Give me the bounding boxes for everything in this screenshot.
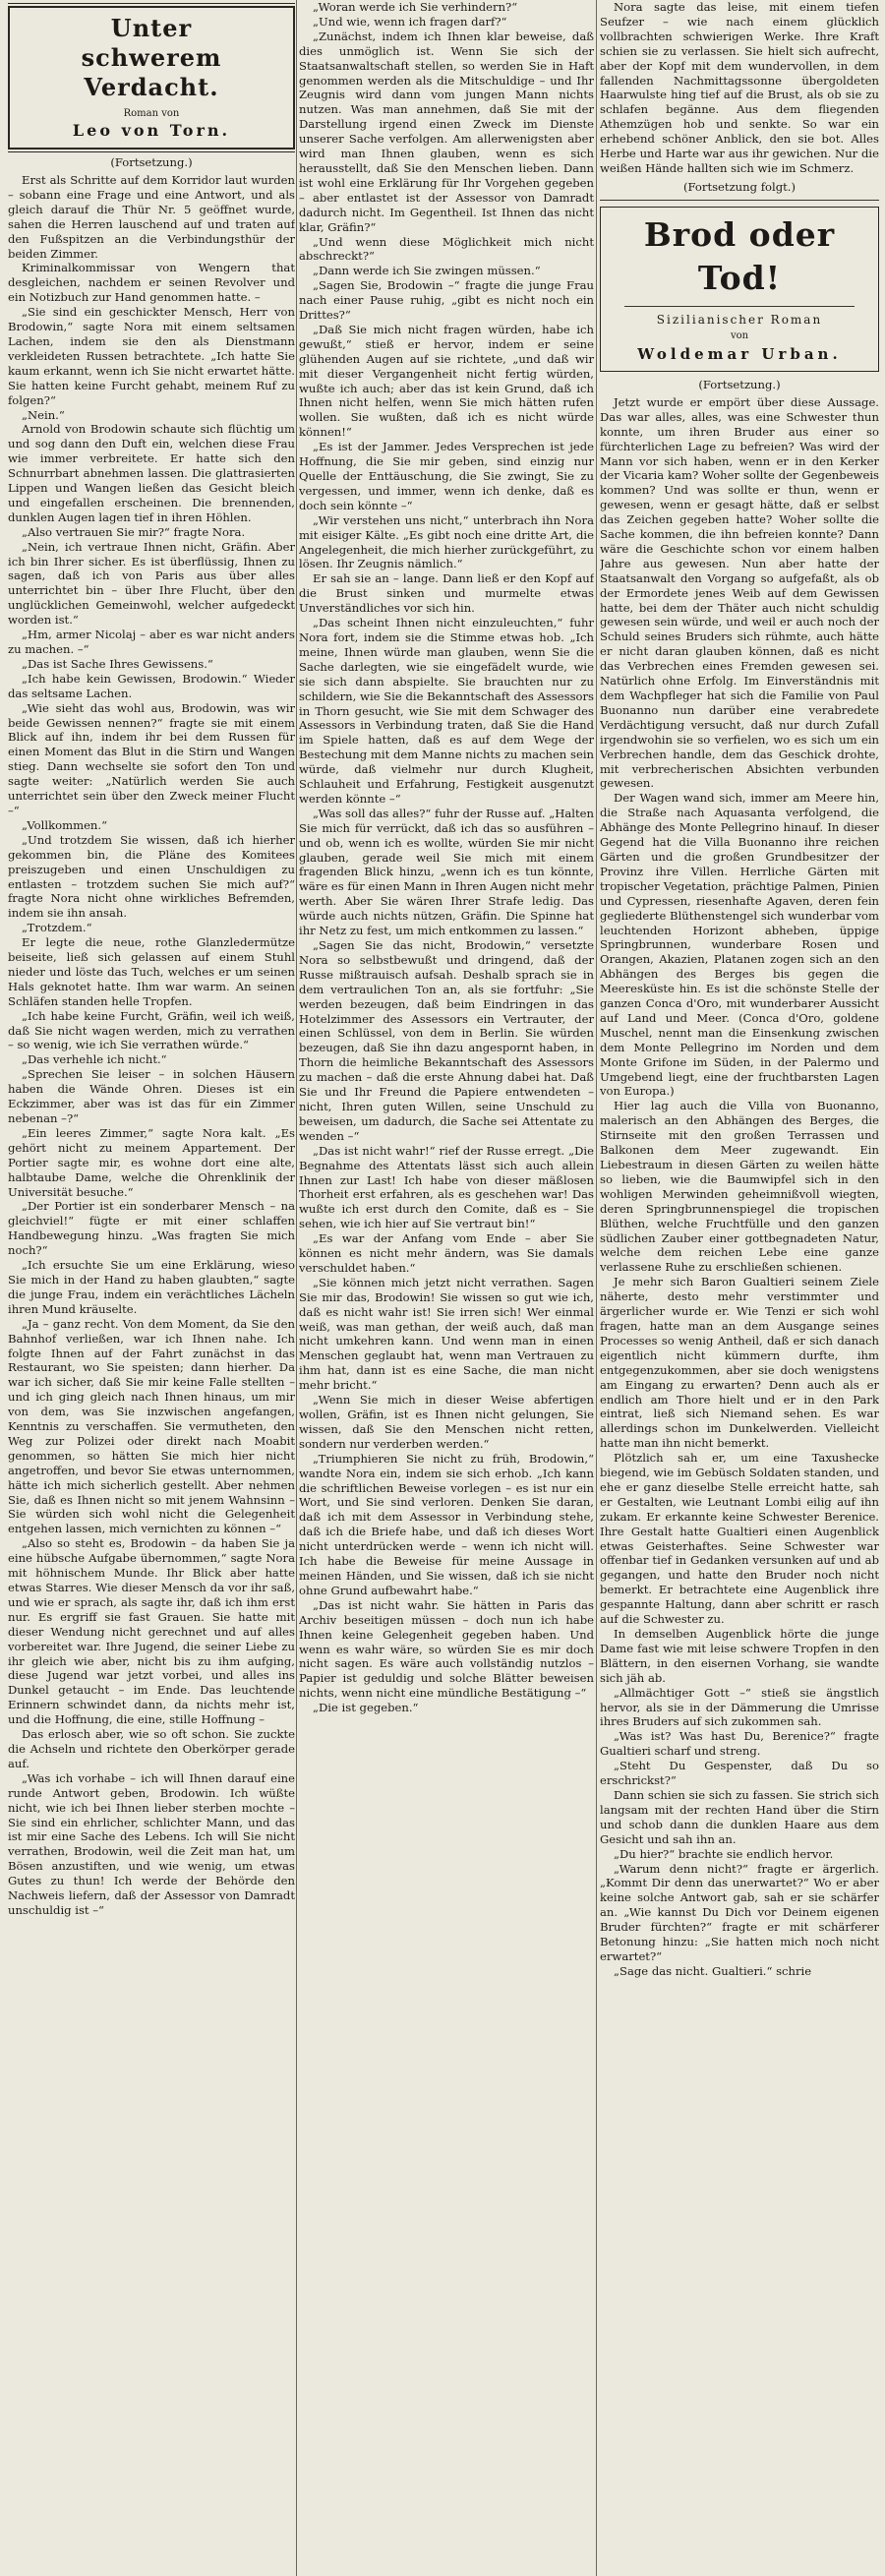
paragraph: „Was ich vorhabe – ich will Ihnen darauf eine runde Antwort geben, Brodowin. Ich wüßte nicht, wie ich bei Ihnen lieber sterben mochte – Sie sind ein ehrlicher, schlichter Mann, und das ist mir eine Sache des Lebens. Ich will Sie nicht verrathen, Brodowin, weil die Zeit man hat, um Bösen anzustiften, und wie wenig, um etwas Gutes zu thun! Ich werde der Behörde den Nachweis liefern, daß der Assessor von Damradt unschuldig ist –“ xyxy=(8,1770,295,1917)
paragraph: „Du hier?“ brachte sie endlich hervor. xyxy=(614,1846,834,1861)
paragraph: Jetzt wurde er empört über diese Aussage. Das war alles, alles, was eine Schwester thun konnte, um ihren Bruder aus einer so fürchterlichen Lage zu befreien? Was wird der Mann vor sich haben, wenn er in den Kerker der Vicaria kam? Woher sollte der Gegenbeweis kommen? Und was sollte er thun, wenn er gewesen, wenn er gesagt hätte, daß er selbst das Zeichen gegeben hatte? Woher sollte die Sache kommen, die ihn befreien konnte? Dann wäre die Geschichte schon vor einem halben Jahre aus gewesen. Nun aber hatte der Staatsanwalt den Vorgang so aufgefaßt, als ob der Ermordete jenes Weib auf dem Gewissen hatte, bei dem der Thäter auch nicht schuldig gewesen sein würde, und weil er auch noch der Schuld seines Bruders sich rühmte, auch hätte er nicht daran glauben können, daß es nicht das Verbrechen eines Fremden gewesen sei. Natürlich ohne Erfolg. Im Einverständnis mit dem Wachpfleger hat sich die Familie von Paul Buonanno nun darüber eine verabredete Verdächtigung versucht, daß nur durch Zufall irgendwohin sie so verfielen, wo es sich um ein Verbrechen handle, dem das Geschick drohte, mit verbrecherischen Absichten verbunden gewesen. xyxy=(600,394,879,791)
paragraph: „Was ist? Was hast Du, Berenice?“ fragte Gualtieri scharf und streng. xyxy=(600,1729,879,1759)
paragraph: „Es ist der Jammer. Jedes Versprechen ist jede Hoffnung, die Sie mir geben, sind einzig nur Quelle der Enttäuschung, die Sie zwingt, Sie zu vergessen, und immer, wenn ich denke, daß es doch sein könnte –“ xyxy=(299,440,594,512)
paragraph: „Daß Sie mich nicht fragen würden, habe ich gewußt,“ stieß er hervor, indem er seine glühenden Augen auf sie richtete, „und daß wir mit dieser Vergangenheit nicht fertig würden, wußte ich auch; aber das ist kein Grund, daß ich Ihnen nicht helfen, wenn Sie mich hätten rufen wollen. Sie wußten, daß ich es nicht würde können!“ xyxy=(299,322,594,440)
paragraph: „Und wie, wenn ich fragen darf?“ xyxy=(313,14,507,29)
story2-subtitle: Sizilianischer Roman xyxy=(656,312,823,327)
title-rule xyxy=(624,306,855,307)
story1-col2-text xyxy=(299,0,594,1715)
paragraph: „Und wenn diese Möglichkeit mich nicht abschreckt?“ xyxy=(299,234,594,264)
paragraph: Dann schien sie sich zu fassen. Sie strich sich langsam mit der rechten Hand über die Stirn und schob dann die dunklen Haare aus dem Gesicht und sah ihn an. xyxy=(600,1787,879,1846)
story1-author: Leo von Torn. xyxy=(72,121,231,140)
story2-von: von xyxy=(730,329,749,341)
paragraph: „Nein.“ xyxy=(22,407,65,422)
paragraph: „Vollkommen.“ xyxy=(22,817,108,832)
paragraph: „Zunächst, indem ich Ihnen klar beweise, daß dies unmöglich ist. Wenn Sie sich der Staatsanwaltschaft stellen, so werden Sie in Haft genommen werden als die Mitschuldige – und Ihr Zeugnis wird dann vom jungen Mann nichts nutzen. Was man annehmen, daß Sie mit der Darstellung irgend einen Zweck im Dienste unserer Sache verfolgen. Am allerwenigsten aber wird man Ihnen glauben, wenn es sich herausstellt, daß Sie den Menschen lieben. Dann ist wohl eine Erklärung für Ihr Vorgehen gegeben – aber entlastet ist der Assessor von Damradt dadurch nicht. Im Gegentheil. Ist Ihnen das nicht klar, Gräfin?“ xyxy=(299,29,594,234)
paragraph: Erst als Schritte auf dem Korridor laut wurden – sobann eine Frage und eine Antwort, und als gleich darauf die Thür Nr. 5 geöffnet wurde, sahen die Herren lauschend auf und traten auf den Fußspitzen an die Verbindungsthür der beiden Zimmer. xyxy=(8,173,295,261)
paragraph: „Das ist nicht wahr. Sie hätten in Paris das Archiv beseitigen müssen – doch nun ich habe Ihnen keine Gelegenheit gegeben haben. Und wenn es wahr wäre, so würden Sie es mir doch nicht sagen. Es wäre auch vollständig nutzlos – Papier ist geduldig und solche Blätter beweisen nichts, wenn nicht eine mündliche Bestätigung –“ xyxy=(299,1597,594,1701)
paragraph: „Die ist gegeben.“ xyxy=(313,1701,419,1715)
paragraph: „Und trotzdem Sie wissen, daß ich hierher gekommen bin, die Pläne des Komitees preiszugeben und einen Unschuldigen zu entlasten – trotzdem suchen Sie mich auf?“ fragte Nora nicht ohne wirkliches Befremden, indem sie ihn ansah. xyxy=(8,832,295,921)
paragraph: „Sie sind ein geschickter Mensch, Herr von Brodowin,“ sagte Nora mit einem seltsamen Lachen, indem sie den als Dienstmann verkleideten Russen betrachtete. „Ich hatte Sie kaum erkannt, wenn ich Sie nicht erwartet hätte. Sie hatten keine Furcht gehabt, meinem Ruf zu folgen?“ xyxy=(8,305,295,407)
paragraph: „Ich habe keine Furcht, Gräfin, weil ich weiß, daß Sie nicht wagen werden, mich zu verrathen – so wenig, wie ich Sie verrathen würde.“ xyxy=(8,1008,295,1052)
paragraph: „Allmächtiger Gott –“ stieß sie ängstlich hervor, als sie in der Dämmerung die Umrisse ihres Bruders auf sich zukommen sah. xyxy=(600,1685,879,1729)
paragraph: Arnold von Brodowin schaute sich flüchtig um und sog dann den Duft ein, welchen diese Frau wie immer verbreitete. Er hatte sich den Schnurrbart abnehmen lassen. Die glattrasierten Lippen und Wangen ließen das Gesicht bleich und eingefallen erscheinen. Die brennenden, dunklen Augen lagen tief in ihren Höhlen. xyxy=(8,422,295,524)
column-3 xyxy=(600,0,879,2576)
paragraph: Er sah sie an – lange. Dann ließ er den Kopf auf die Brust sinken und murmelte etwas Unverständliches vor sich hin. xyxy=(299,571,594,616)
paragraph: Der Wagen wand sich, immer am Meere hin, die Straße nach Aquasanta verfolgend, die Abhänge des Monte Pellegrino hinauf. In dieser Gegend hat die Villa Buonanno ihre reichen Gärten und die großen Grundbesitzer der Provinz ihre Villen. Herrliche Gärten mit tropischer Vegetation, prächtige Palmen, Pinien und Cypressen, riesenhafte Agaven, deren fein gegliederte Blüthenstengel sich wunderbar vom leuchtenden Horizont abheben, üppige Springbrunnen, wunderbare Rosen und Orangen, Akazien, Platanen zogen sich an den Abhängen des Berges bis gegen die Meeresküste hin. Es ist die schönste Stelle der ganzen Conca d'Oro, mit wunderbarer Aussicht auf Land und Meer. (Conca d'Oro, goldene Muschel, nennt man die Einsenkung zwischen dem Monte Pellegrino im Norden und dem Monte Grifone im Süden, in der Palermo und Umgebend liegt, eine der fruchtbarsten Lagen von Europa.) xyxy=(600,791,879,1099)
story2-author: Woldemar Urban. xyxy=(637,344,842,363)
paragraph: „Sage das nicht. Gualtieri.“ schrie xyxy=(614,1963,812,1978)
story1-col1-text xyxy=(8,173,295,1918)
paragraph: „Also vertrauen Sie mir?“ fragte Nora. xyxy=(22,524,246,539)
paragraph: „Das verhehle ich nicht.“ xyxy=(22,1052,167,1067)
paragraph: „Das ist nicht wahr!“ rief der Russe erregt. „Die Begnahme des Attentats lässt sich auch allein Ihnen zur Last! Ich habe von dieser mäßlosen Thorheit erst erfahren, als es geschehen war! Das wußte ich erst durch den Comite, daß es – Sie sehen, wie ich hier auf Sie vertraut bin!“ xyxy=(299,1143,594,1231)
paragraph: „Ich habe kein Gewissen, Brodowin.“ Wieder das seltsame Lachen. xyxy=(8,671,295,700)
paragraph: „Was soll das alles?“ fuhr der Russe auf. „Halten Sie mich für verrückt, daß ich das so ausführen – und ob, wenn ich es wollte, würden Sie mir nicht glauben, gerade weil Sie mich mit einem fragenden Blick hinzu, „wenn ich es tun könnte, wäre es für einen Mann in Ihren Augen nicht mehr werth. Aber Sie wären Ihrer Strafe ledig. Das würde auch nichts nützen, Gräfin. Die Spinne hat ihr Netz zu fest, um mich entkommen zu lassen.“ xyxy=(299,806,594,938)
paragraph: „Dann werde ich Sie zwingen müssen.“ xyxy=(313,264,541,278)
paragraph: „Triumphieren Sie nicht zu früh, Brodowin,“ wandte Nora ein, indem sie sich erhob. „Ich kann die schriftlichen Beweise vorlegen – es ist nur ein Wort, und Sie sind verloren. Denken Sie daran, daß ich mit dem Assessor in Verbindung stehe, daß ich die Briefe habe, und daß ich dieses Wort nicht unterdrücken werde – wenn ich nicht will. Ich habe die Beweise für meine Aussage in meinen Händen, und Sie wissen, daß ich sie nicht ohne Grund aufbewahrt habe.“ xyxy=(299,1451,594,1597)
paragraph: „Der Portier ist ein sonderbarer Mensch – na gleichviel!“ fügte er mit einer schlaffen Handbewegung hinzu. „Was fragten Sie mich noch?“ xyxy=(8,1199,295,1258)
paragraph: „Ein leeres Zimmer,“ sagte Nora kalt. „Es gehört nicht zu meinem Appartement. Der Portier sagte mir, es wohne dort eine alte, halbtaube Dame, welche die Ohrenklinik der Universität besuche.“ xyxy=(8,1125,295,1199)
column-divider xyxy=(596,0,597,2576)
column-divider xyxy=(296,0,297,2576)
story1-to-be-continued: (Fortsetzung folgt.) xyxy=(682,179,796,194)
column-1 xyxy=(8,0,295,2576)
paragraph: „Woran werde ich Sie verhindern?“ xyxy=(313,0,518,14)
paragraph: „Steht Du Gespenster, daß Du so erschrickst?“ xyxy=(600,1759,879,1788)
section-rule xyxy=(600,200,879,201)
paragraph: „Wir verstehen uns nicht,“ unterbrach ihn Nora mit eisiger Kälte. „Es gibt noch eine dritte Art, die Angelegenheit, die mich hierher zurückgeführt, zu lösen. Ihr Zeugnis nämlich.“ xyxy=(299,512,594,571)
paragraph: Je mehr sich Baron Gualtieri seinem Ziele näherte, desto mehr verstimmter und ärgerlicher wurde er. Wie Tenzi er sich wohl fragen, hatte man an dem Ausgange seines Processes so wenig Antheil, daß er sich danach eigentlich nicht kümmern durfte, ihm entgegenzukommen, aber sie doch wenigstens am Eingang zu erwarten? Denn auch als er endlich am Thore hielt und er in den Park eintrat, ließ sich Niemand sehen. Es war allerdings schon im Dunkelwerden. Vielleicht hatte man ihn nicht bemerkt. xyxy=(600,1275,879,1451)
paragraph: Hier lag auch die Villa von Buonanno, malerisch an den Abhängen des Berges, die Stirnseite mit den großen Terrassen und Balkonen dem Meer zugewandt. Ein Liebestraum in diesen Gärten zu weilen hätte so lieben, wie die Baumwipfel sich in den wohligen Merwinden geheimnißvoll wiegten, deren Springbrunnenspiegel die tropischen Blüthen, welche Fruchtfülle und den ganzen südlichen Zauber einer gottbegnadeten Natur, welche dem reichen Lebe eine ganze verlassene Ruhe zu erschließen schienen. xyxy=(600,1099,879,1275)
story1-title-line1: Unter xyxy=(110,14,193,42)
story1-subtitle: Roman von xyxy=(123,108,180,119)
story1-col3-text xyxy=(600,0,879,176)
paragraph: „Sagen Sie, Brodowin –“ fragte die junge Frau nach einer Pause ruhig, „gibt es nicht noch ein Drittes?“ xyxy=(299,278,594,323)
paragraph: „Warum denn nicht?“ fragte er ärgerlich. „Kommt Dir denn das unerwartet?“ Wo er aber keine solche Antwort gab, sah er sie schärfer an. „Wie kannst Du Dich vor Deinem eigenen Bruder fürchten?“ fragte er mit schärferer Betonung hinzu: „Sie hatten mich noch nicht erwartet?“ xyxy=(600,1861,879,1963)
paragraph: Kriminalkommissar von Wengern that desgleichen, nachdem er seinen Revolver und ein Notizbuch zur Hand genommen hatte. – xyxy=(8,261,295,305)
paragraph: „Also so steht es, Brodowin – da haben Sie ja eine hübsche Aufgabe übernommen,“ sagte Nora mit höhnischem Munde. Ihr Blick aber hatte etwas Starres. Wie dieser Mensch da vor ihr saß, und wie er sprach, als sagte ihr, daß ich ihm erst nur. Es ergriff sie fast Grauen. Sie hatte mit dieser Wendung nicht gerechnet und auf alles vorbereitet war. Ihre Jugend, die seiner Liebe zu ihr gleich wie aber, nicht bis zu ihm aufging, diese Jugend war jetzt vorbei, und alles ins Dunkel getaucht – im Ende. Das leuchtende Erinnern schwindet dann, da nichts mehr ist, und die Hoffnung, die eine, stille Hoffnung – xyxy=(8,1536,295,1727)
paragraph: „Sagen Sie das nicht, Brodowin,“ versetzte Nora so selbstbewußt und dringend, daß der Russe mißtrauisch aufsah. Deshalb sprach sie in dem vertraulichen Ton an, als sie fortfuhr: „Sie werden bezeugen, daß beim Eindringen in das Hotelzimmer des Assessors ein Vertrauter, der einen Schlüssel, von dem in Berlin. Sie würden bezeugen, daß Sie ihn dazu angespornt haben, in Thorn die heimliche Bekanntschaft des Assessors zu machen – daß die erste Ahnung dabei hat. Daß Sie und Ihr Freund die Papiere entwendeten – nicht, Ihren guten Willen, seine Unschuld zu beweisen, um dadurch, die Sache sei Attentate zu wenden –“ xyxy=(299,938,594,1143)
paragraph: „Sie können mich jetzt nicht verrathen. Sagen Sie mir das, Brodowin! Sie wissen so gut wie ich, daß es nicht wahr ist! Sie irren sich! Wer einmal weiß, was man gethan, der weiß auch, daß man nicht umkehren kann. Und wenn man in einen Menschen geglaubt hat, wenn man Vertrauen zu ihm hat, dann ist es eine Sache, die man nicht mehr bricht.“ xyxy=(299,1275,594,1393)
paragraph: Nora sagte das leise, mit einem tiefen Seufzer – wie nach einem glücklich vollbrachten schwierigen Werke. Ihre Kraft schien sie zu verlassen. Sie hielt sich aufrecht, aber der Kopf mit dem wundervollen, in dem fallenden Nachmittagssonne übergoldeten Haarwulste hing tief auf die Brust, als ob sie zu schlafen begänne. Aus dem fliegenden Athemzügen hob und senkte. So war ein erhebend schöner Anblick, den sie bot. Alles Herbe und Harte war aus ihr gewichen. Nur die weißen Hände hallten sich wie im Schmerz. xyxy=(600,0,879,175)
story2-text xyxy=(600,395,879,1979)
paragraph: „Wenn Sie mich in dieser Weise abfertigen wollen, Gräfin, ist es Ihnen nicht gelungen, Sie wissen, daß Sie den Menschen nicht retten, sondern nur verderben werden.“ xyxy=(299,1393,594,1451)
story1-continuation: (Fortsetzung.) xyxy=(110,155,193,169)
column-2 xyxy=(299,0,594,2576)
paragraph: Plötzlich sah er, um eine Taxushecke biegend, wie im Gebüsch Soldaten standen, und ehe er ganz dieselbe Stelle erreicht hatte, sah er Gestalten, wie Leutnant Lombi eilig auf ihn zukam. Er erkannte keine Schwester Berenice. Ihre Gestalt hatte Gualtieri einen Augenblick etwas Geisterhaftes. Seine Schwester war offenbar tief in Gedanken versunken auf und ab gegangen, und hatte den Bruder noch nicht bemerkt. Er betrachtete eine Augenblick ihre gespannte Haltung, dann aber schritt er rasch auf die Schwester zu. xyxy=(600,1451,879,1627)
paragraph: „Das scheint Ihnen nicht einzuleuchten,“ fuhr Nora fort, indem sie die Stimme etwas hob. „Ich meine, Ihnen würde man glauben, wenn Sie die Sache darlegten, wie sie eingefädelt wurde, wie sie sich dann abspielte. Sie brauchten nur zu schildern, wie Sie die Bekanntschaft des Assessors in Thorn gesucht, wie Sie mit dem Schwager des Assessors in Verbindung traten, daß Sie die Hand im Spiele hatten, daß es auf dem Wege der Bestechung mit dem Manne nichts zu machen sein würde, daß vielmehr nur durch Klugheit, Schlauheit und Erfahrung, Festigkeit ausgenutzt werden könnte –“ xyxy=(299,616,594,806)
paragraph: „Das ist Sache Ihres Gewissens.“ xyxy=(22,656,213,671)
story2-title: Brod oder Tod! xyxy=(643,214,836,297)
paragraph: „Nein, ich vertraue Ihnen nicht, Gräfin. Aber ich bin Ihrer sicher. Es ist überflüssig, Ihnen zu sagen, daß ich von Paris aus über alles unterrichtet bin – über Ihre Flucht, über den unglücklichen Gemeinwohl, welcher aufgedeckt worden ist.“ xyxy=(8,539,295,628)
paragraph: Er legte die neue, rothe Glanzledermütze beiseite, ließ sich gelassen auf einem Stuhl nieder und löste das Tuch, welches er um seinen Hals geknotet hatte. Ihm war warm. An seinen Schläfen standen helle Tropfen. xyxy=(8,935,295,1008)
paragraph: „Es war der Anfang vom Ende – aber Sie können es nicht mehr ändern, was Sie damals verschuldet haben.“ xyxy=(299,1231,594,1275)
paragraph: „Hm, armer Nicolaj – aber es war nicht anders zu machen. –“ xyxy=(8,628,295,656)
paragraph: „Sprechen Sie leiser – in solchen Häusern haben die Wände Ohren. Dieses ist ein Eckzimmer, aber was ist das für ein Zimmer nebenan –?“ xyxy=(8,1067,295,1125)
paragraph: In demselben Augenblick hörte die junge Dame fast wie mit leise schwere Tropfen in den Blättern, in den eisernen Vorhang, sie wandte sich jäh ab. xyxy=(600,1627,879,1685)
story1-header xyxy=(8,6,295,150)
paragraph: „Wie sieht das wohl aus, Brodowin, was wir beide Gewissen nennen?“ fragte sie mit einem Blick auf ihn, indem ihr bei dem Russen für einen Moment das Blut in die Stirn und Wangen stieg. Dann wechselte sie sofort den Ton und sagte weiter: „Natürlich werden Sie auch unterrichtet sein über den Zweck meiner Flucht –“ xyxy=(8,700,295,817)
paragraph: Das erlosch aber, wie so oft schon. Sie zuckte die Achseln und richtete den Oberkörper gerade auf. xyxy=(8,1727,295,1770)
story1-title-line2: schwerem Verdacht. xyxy=(81,43,222,101)
paragraph: „Ich ersuchte Sie um eine Erklärung, wieso Sie mich in der Hand zu haben glaubten,“ sagte die junge Frau, indem ein verächtliches Lächeln ihren Mund kräuselte. xyxy=(8,1258,295,1316)
paragraph: „Trotzdem.“ xyxy=(22,921,92,935)
paragraph: „Ja – ganz recht. Von dem Moment, da Sie den Bahnhof verließen, war ich Ihnen nahe. Ich folgte Ihnen auf der Fahrt zunächst in das Restaurant, wo Sie speisten; dann hierher. Da war ich sicher, daß Sie mir keine Falle stellten – und ich ging gleich nach Ihnen hinaus, um mir von dem, was Sie inzwischen angefangen, Kenntnis zu verschaffen. Sie vermutheten, den Weg zur Polizei oder direkt nach Moabit genommen, so hätten Sie mich hier nicht angetroffen, und bevor Sie etwas unternommen, hätte ich mich sicherlich gestellt. Aber nehmen Sie, daß es Ihnen nicht so mit jenem Wahnsinn – Sie würden sich wohl nicht die Gelegenheit entgehen lassen, mich vernichten zu können –“ xyxy=(8,1316,295,1536)
story2-continuation: (Fortsetzung.) xyxy=(698,377,781,391)
story2-header xyxy=(600,207,879,372)
